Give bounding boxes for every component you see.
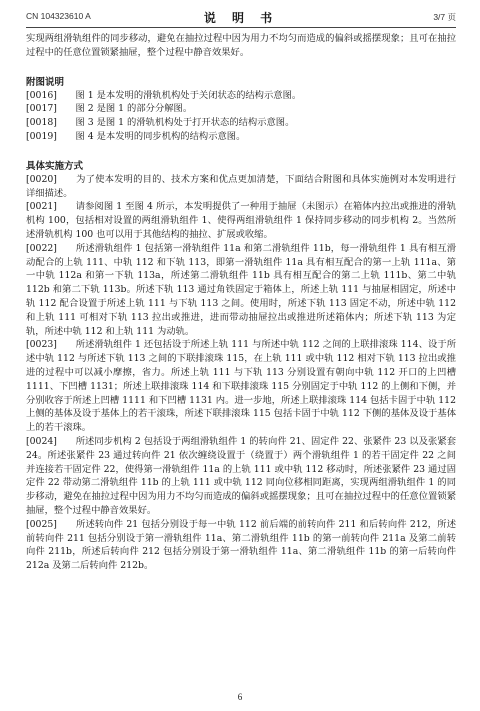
paragraph-0024: [0024] 所述同步机构 2 包括设于两组滑轨组件 1 的转向件 21、固定件 22、张紧件 23 以及张紧套 24。所述张紧件 23 通过转向件 21 依次缠绕设置于（绕置于）两个滑轨组件 1 的若干固定件 22 之间并连接若干固定件 22，使得第一滑轨组件 11a 的上轨 111 或中轨 112 移动时，所述张紧件 23 通过固定件 22 带动第二滑轨组件 11b 的上轨 111 或中轨 112 同向位移相同距离，实现两组滑轨组件 1 的同步移动，避免在抽拉过程中因为用力不均匀而造成的偏斜或摇摆现象；且可在抽拉过程中的任意位置锁紧抽屉，整个过程中静音效果好。 [26, 435, 456, 516]
paragraph-0021: [0021] 请参阅图 1 至图 4 所示，本发明提供了一种用于抽屉（未图示）在箱体内拉出或推进的滑轨机构 100，包括相对设置的两组滑轨组件 1、使得两组滑轨组件 1 保持同步移动的同步机构 2。当然所述滑轨机构 100 也可以用于其他结构的抽拉、扩展或收缩。 [26, 201, 456, 240]
drawing-item: [0018] 图 3 是图 1 的滑轨机构处于打开状态的结构示意图。 [26, 117, 295, 129]
paragraph-0020: [0020] 为了使本发明的目的、技术方案和优点更加清楚，下面结合附图和具体实施例对本发明进行详细描述。 [26, 173, 456, 199]
page-number: 6 [237, 692, 243, 702]
section-heading-drawings: 附图说明 [26, 76, 65, 88]
page-header [26, 9, 456, 25]
header-divider [26, 27, 456, 28]
section-gap [26, 60, 456, 76]
paragraph-0022: [0022] 所述滑轨组件 1 包括第一滑轨组件 11a 和第二滑轨组件 11b，每一滑轨组件 1 具有相互滑动配合的上轨 111、中轨 112 和下轨 113，即第一滑轨组件 11a 具有相互配合的第一上轨 111a、第一中轨 112a 和第一下轨 113a，所述第二滑轨组件 11b 具有相互配合的第二上轨 111b、第二中轨 112b 和第二下轨 113b。所述下轨 113 通过角铁固定于箱体上，所述上轨 111 与抽屉相固定，所述中轨 112 配合设置于所述上轨 111 与下轨 113 之间。使用时，所述下轨 113 固定不动，所述中轨 112 和上轨 111 可相对下轨 113 拉出或推进，进而带动抽屉拉出或推进所述箱体内；所述下轨 113 为定轨，所述中轨 112 和上轨 111 为动轨。 [26, 242, 456, 337]
document-title: 说 明 书 [203, 11, 279, 25]
section-heading-embodiment: 具体实施方式 [26, 160, 84, 172]
paragraph-0023: [0023] 所述滑轨组件 1 还包括设于所述上轨 111 与所述中轨 112 之间的上联排滚珠 114、设于所述中轨 112 与所述下轨 113 之间的下联排滚珠 115，在上轨 111 或中轨 112 相对下轨 113 拉出或推进的过程中可以减小摩擦，省力。所述上轨 111 与下轨 113 分别设置有朝向中轨 112 开口的上凹槽 1111、下凹槽 1131；所述上联排滚珠 114 和下联排滚珠 115 分别固定于中轨 112 的上侧和下侧，并分别收容于所述上凹槽 1111 和下凹槽 1131 内。进一步地，所述上联排滚珠 114 包括卡固于中轨 112 上侧的基体及设于基体上的若干滚珠，所述下联排滚珠 115 包括卡固于中轨 112 下侧的基体及设于基体上的若干滚珠。 [26, 339, 456, 434]
drawing-item: [0016] 图 1 是本发明的滑轨机构处于关闭状态的结构示意图。 [26, 89, 302, 101]
section-gap [26, 144, 456, 160]
intro-paragraph: 实现两组滑轨组件的同步移动，避免在抽拉过程中因为用力不均匀而造成的偏斜或摇摆现象；且可在抽拉过程中的任意位置锁紧抽屉，整个过程中静音效果好。 [26, 33, 456, 58]
patent-number: CN 104323610 A [26, 11, 91, 21]
page-indicator: 3/7 页 [433, 12, 456, 22]
drawing-item: [0019] 图 4 是本发明的同步机构的结构示意图。 [26, 130, 246, 142]
drawing-item: [0017] 图 2 是图 1 的部分分解图。 [26, 103, 193, 115]
document-body [26, 32, 456, 573]
paragraph-0025: [0025] 所述转向件 21 包括分别设于每一中轨 112 前后端的前转向件 211 和后转向件 212，所述前转向件 211 包括分别设于第一滑轨组件 11a、第二滑轨组件 11b 的第一前转向件 211a 及第二前转向件 211b，所述后转向件 212 包括分别设于第一滑轨组件 11a、第二滑轨组件 11b 的第一后转向件 212a 及第二后转向件 212b。 [26, 518, 456, 572]
